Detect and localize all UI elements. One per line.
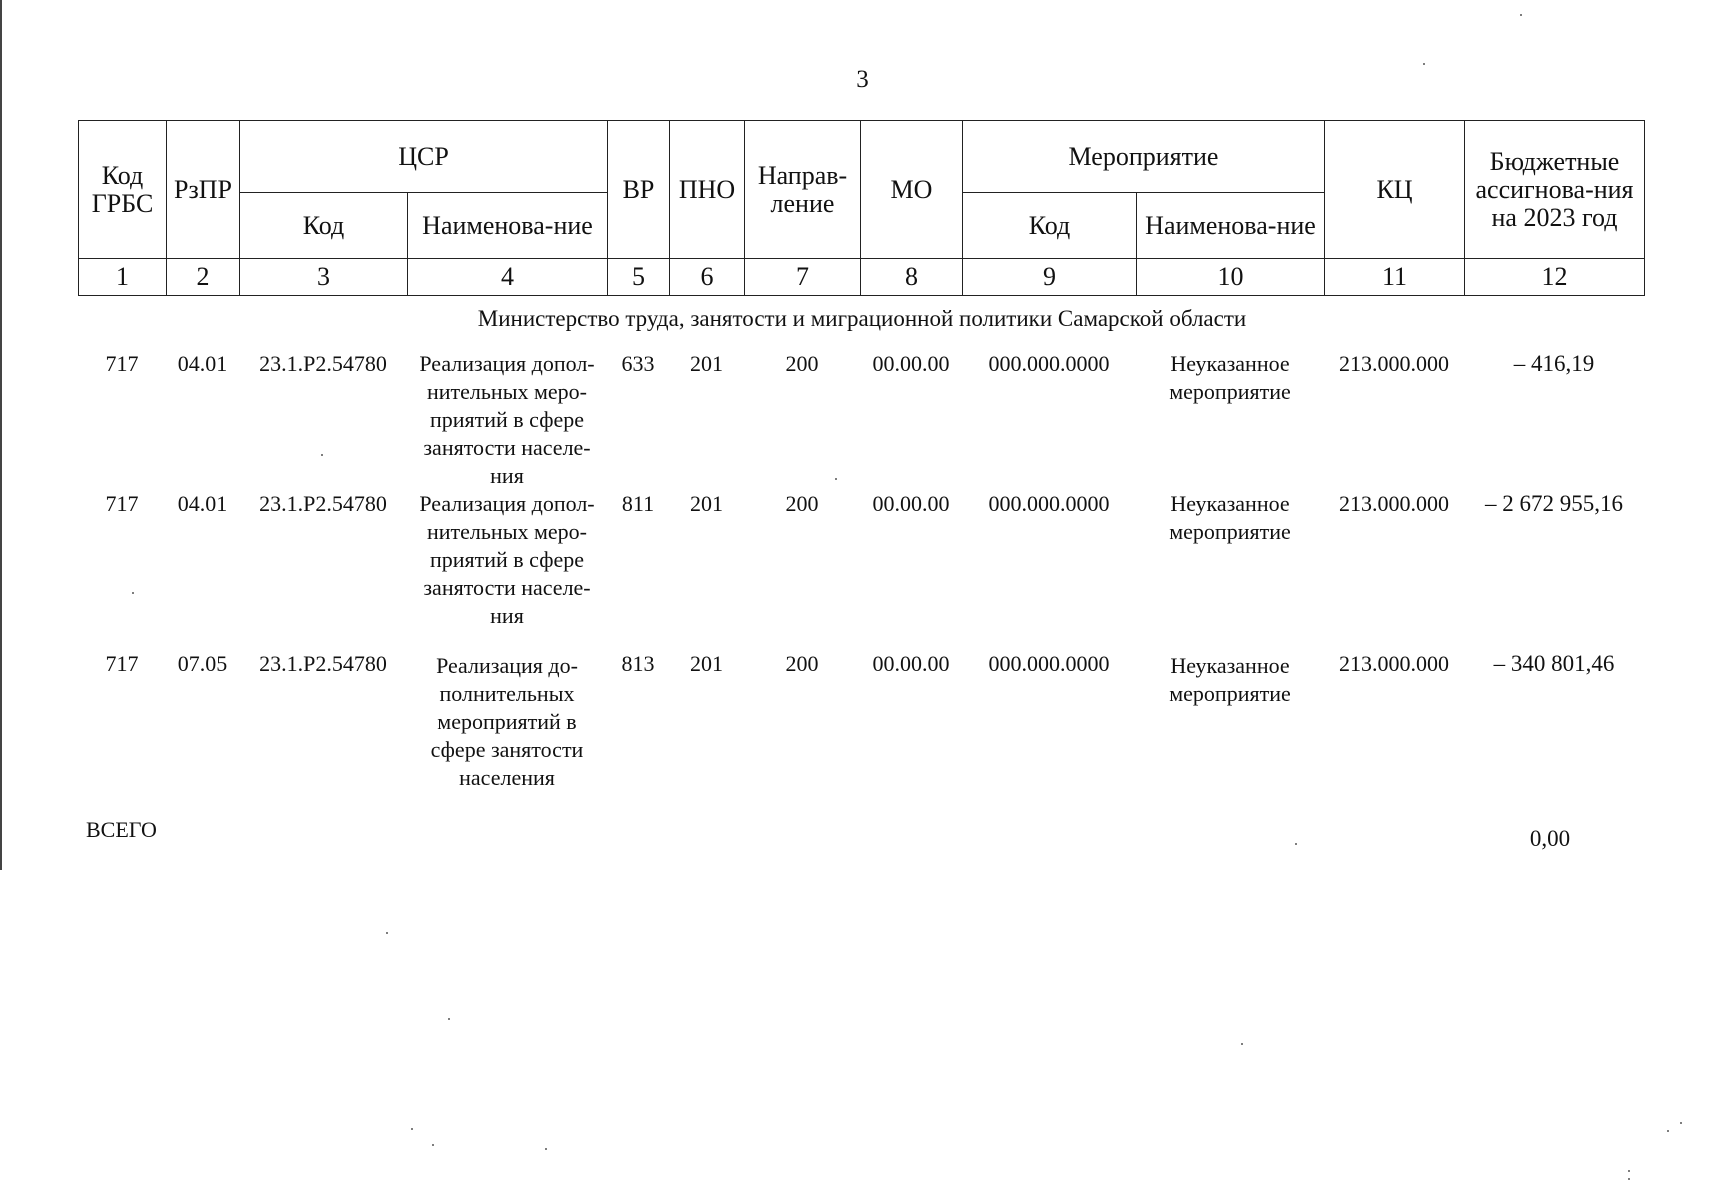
scan-speck [1295, 843, 1297, 845]
data-table [78, 350, 1644, 822]
header-event-name: Наименова-ние [1137, 193, 1325, 259]
column-number: 11 [1325, 259, 1465, 296]
total-label: ВСЕГО [86, 817, 157, 842]
cell-grbs: 717 [105, 491, 139, 516]
cell-amount: – 340 801,46 [1493, 651, 1615, 676]
header-csr-name: Наименова-ние [408, 193, 608, 259]
column-number: 3 [240, 259, 408, 296]
cell-csr-name: Реализация допол-нительных меро-приятий в сфере занятости населе-ния [419, 491, 595, 628]
cell-csr-name: Реализация допол-нительных меро-приятий в сфере занятости населе-ния [419, 351, 595, 488]
cell-event-code: 000.000.0000 [988, 351, 1110, 376]
column-number: 2 [167, 259, 240, 296]
cell-amount: – 416,19 [1513, 351, 1595, 376]
cell-amount: – 2 672 955,16 [1485, 491, 1623, 516]
scan-speck [432, 1144, 434, 1146]
cell-mo: 00.00.00 [872, 651, 950, 676]
cell-event-name: Неуказанное мероприятие [1169, 491, 1291, 544]
cell-kc: 213.000.000 [1339, 651, 1449, 676]
column-number: 9 [963, 259, 1137, 296]
scan-edge [0, 0, 2, 870]
column-number: 6 [670, 259, 745, 296]
scan-speck [321, 454, 323, 456]
header-csr: ЦСР [240, 121, 608, 193]
scan-speck [1520, 14, 1522, 16]
scan-speck [1680, 1122, 1682, 1124]
scan-speck [411, 1128, 413, 1130]
cell-csr-code: 23.1.P2.54780 [259, 351, 387, 376]
cell-pno: 201 [690, 651, 723, 676]
cell-event-code: 000.000.0000 [988, 651, 1110, 676]
scan-speck [132, 592, 134, 594]
cell-vr: 633 [621, 351, 655, 376]
header-vr: ВР [608, 121, 670, 259]
scan-speck [835, 478, 837, 480]
cell-rzpr: 04.01 [177, 491, 228, 516]
scan-speck [1628, 1178, 1630, 1180]
header-event-code: Код [963, 193, 1137, 259]
cell-vr: 811 [621, 491, 655, 516]
scan-speck [545, 1148, 547, 1150]
cell-grbs: 717 [105, 351, 139, 376]
column-number: 10 [1137, 259, 1325, 296]
scan-speck [1241, 1043, 1243, 1045]
total-value: 0,00 [1529, 826, 1571, 851]
cell-grbs: 717 [105, 651, 139, 676]
header-table [78, 120, 1645, 296]
scan-speck [1667, 1130, 1669, 1132]
header-grbs: Код ГРБС [79, 121, 167, 259]
table-row [78, 490, 1644, 650]
cell-direction: 200 [785, 651, 819, 676]
table-row [78, 650, 1644, 822]
column-number: 7 [745, 259, 861, 296]
cell-pno: 201 [690, 491, 723, 516]
cell-event-code: 000.000.0000 [988, 491, 1110, 516]
column-number: 12 [1465, 259, 1645, 296]
scan-speck [1628, 1170, 1630, 1172]
column-number: 5 [608, 259, 670, 296]
cell-vr: 813 [621, 651, 655, 676]
cell-csr-code: 23.1.P2.54780 [259, 651, 387, 676]
column-number: 1 [79, 259, 167, 296]
cell-event-name: Неуказанное мероприятие [1169, 653, 1291, 706]
column-number: 8 [861, 259, 963, 296]
cell-direction: 200 [785, 491, 819, 516]
header-csr-code: Код [240, 193, 408, 259]
cell-mo: 00.00.00 [872, 491, 950, 516]
header-direction: Направ-ление [745, 121, 861, 259]
page-number: 3 [856, 66, 869, 93]
ministry-heading: Министерство труда, занятости и миграционной политики Самарской области [477, 306, 1247, 331]
cell-csr-code: 23.1.P2.54780 [259, 491, 387, 516]
cell-kc: 213.000.000 [1339, 351, 1449, 376]
scan-speck [386, 932, 388, 934]
cell-rzpr: 04.01 [177, 351, 228, 376]
header-mo: МО [861, 121, 963, 259]
header-pno: ПНО [670, 121, 745, 259]
cell-rzpr: 07.05 [177, 651, 228, 676]
header-rzpr: РзПР [167, 121, 240, 259]
cell-mo: 00.00.00 [872, 351, 950, 376]
scan-speck [1423, 63, 1425, 65]
cell-pno: 201 [690, 351, 723, 376]
cell-kc: 213.000.000 [1339, 491, 1449, 516]
cell-csr-name: Реализация до-полнительных мероприятий в сфере занятости населения [430, 653, 584, 790]
header-event: Мероприятие [963, 121, 1325, 193]
scan-speck [448, 1018, 450, 1020]
table-row [78, 350, 1644, 490]
cell-event-name: Неуказанное мероприятие [1169, 351, 1291, 404]
header-budget: Бюджетные ассигнова-ния на 2023 год [1465, 121, 1645, 259]
header-kc: КЦ [1325, 121, 1465, 259]
column-number: 4 [408, 259, 608, 296]
cell-direction: 200 [785, 351, 819, 376]
